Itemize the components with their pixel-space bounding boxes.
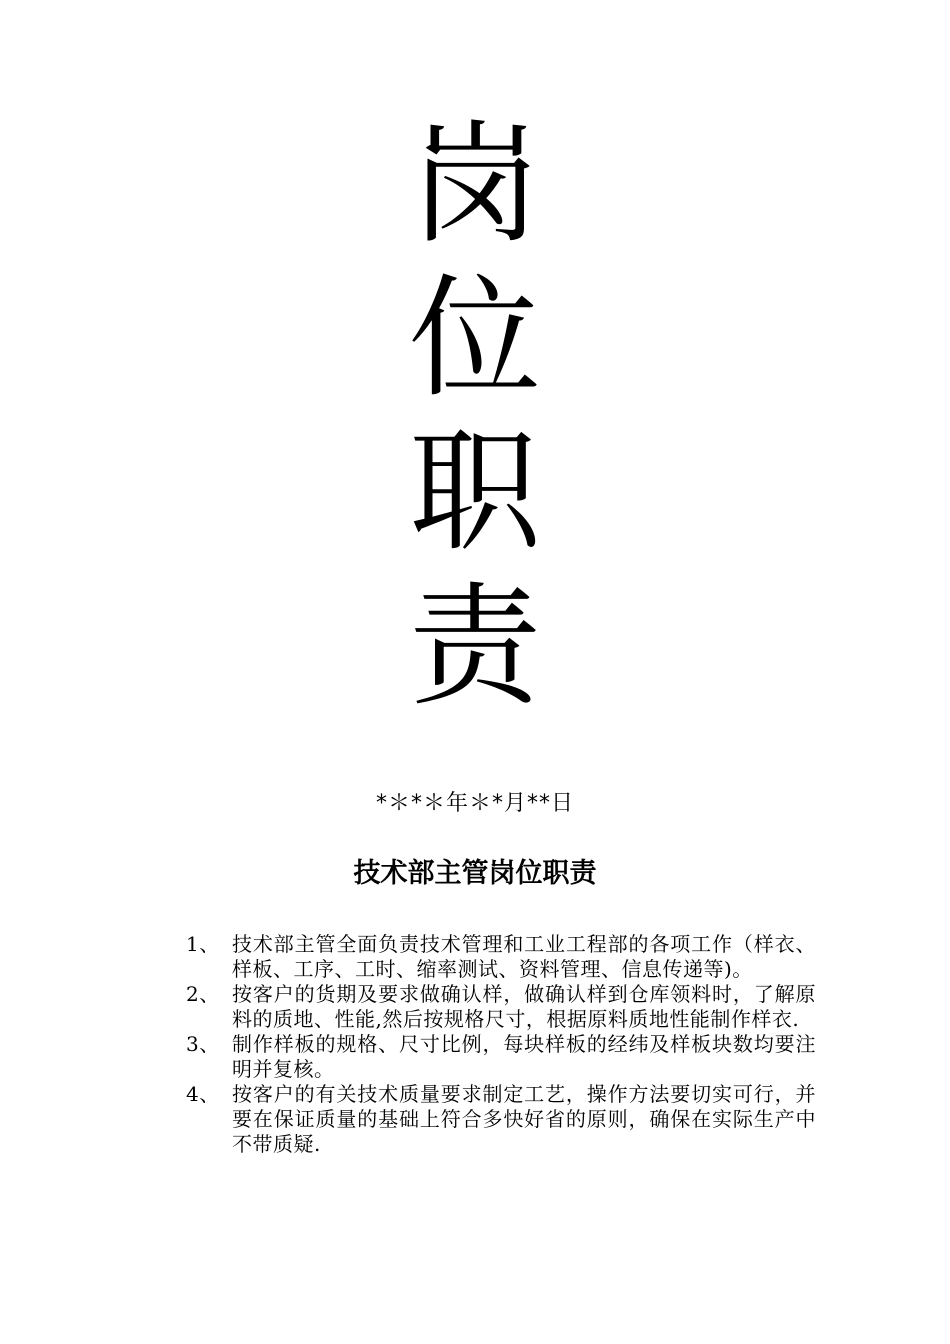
document-heading: 技术部主管岗位职责 xyxy=(353,858,597,889)
cover-title-char: 岗 xyxy=(409,108,541,262)
duty-list xyxy=(186,932,816,1157)
list-item-number: 3、 xyxy=(186,1032,220,1056)
list-item-text: 制作样板的规格、尺寸比例，每块样板的经纬及样板块数均要注明并复核。 xyxy=(232,1032,816,1081)
list-item xyxy=(186,932,816,982)
list-item-text: 技术部主管全面负责技术管理和工业工程部的各项工作（样衣、样板、工序、工时、缩率测试、资料管理、信息传递等)。 xyxy=(232,932,816,981)
list-item xyxy=(186,1082,816,1157)
cover-title-char: 职 xyxy=(409,416,541,570)
cover-date: *＊*＊年＊*月**日 xyxy=(375,791,574,816)
cover-title-char: 位 xyxy=(409,262,541,416)
list-item-number: 2、 xyxy=(186,982,220,1006)
list-item xyxy=(186,982,816,1032)
list-item-number: 4、 xyxy=(186,1082,220,1106)
list-item-text: 按客户的有关技术质量要求制定工艺，操作方法要切实可行，并要在保证质量的基础上符合多快好省的原则，确保在实际生产中不带质疑. xyxy=(232,1082,816,1156)
list-item-number: 1、 xyxy=(186,932,220,956)
cover-title-char: 责 xyxy=(409,570,541,724)
list-item-text: 按客户的货期及要求做确认样，做确认样到仓库领料时，了解原料的质地、性能,然后按规格尺寸，根据原料质地性能制作样衣. xyxy=(232,982,816,1031)
list-item xyxy=(186,1032,816,1082)
cover-title xyxy=(0,108,950,724)
